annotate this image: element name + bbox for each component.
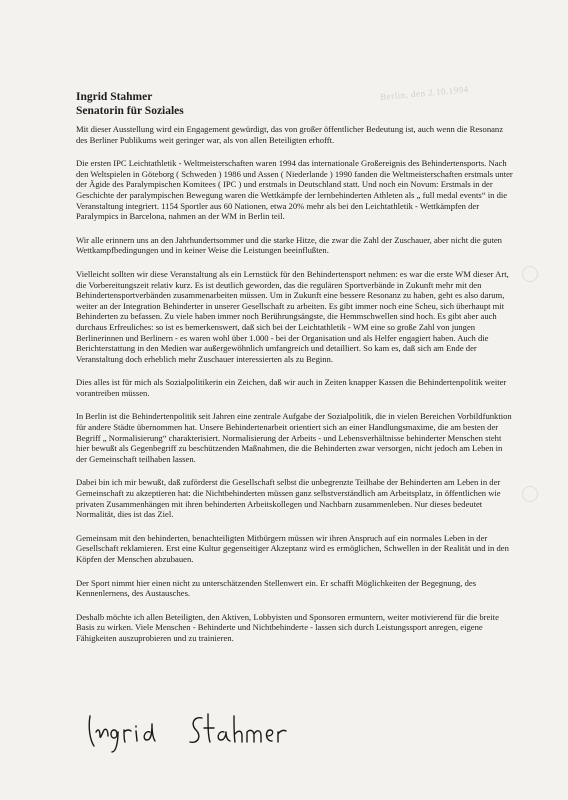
author-name: Ingrid Stahmer <box>76 91 153 103</box>
paragraph: Dabei bin ich mir bewußt, daß zuförderst die Gesellschaft selbst die unbegrenzte Teilhabe der Behinderten am Leben in der Gemeinschaft zu akzeptieren hat: die Nichtbehinderten müssen ganz selbstverständlich am Arbeitsplatz, in öffentlichen wie privaten Zusammenhängen mit ihren behinderten Arbeitskollegen und Nachbarn zusammenleben. Nur dieses bedeutet Normalität, dies ist das Ziel. <box>76 477 501 520</box>
paragraph: Wir alle erinnern uns an den Jahrhundertsommer und die starke Hitze, die zwar die Zahl der Zuschauer, aber nicht die guten Wettkampfbedingungen und in keiner Weise die Leistungen beeinflußten. <box>76 234 502 256</box>
paragraph: In Berlin ist die Behindertenpolitik seit Jahren eine zentrale Aufgabe der Sozialpolitik, die in vielen Bereichen Vorbildfunktion für andere Städte übernommen hat. Unsere Behindertenarbeit orientiert sich an einer Handlungsmaxime, die am besten der Begriff „ Normalisierung“ charakterisiert. Normalisierung der Arbeits - und Lebensverhältnisse behinderter Menschen steht hier bewußt als Gegenbegriff zu beschützenden Maßnahmen, die die Behinderten zwar versorgen, nicht jedoch am Leben in der Gemeinschaft teilhaben lassen. <box>76 411 512 464</box>
author-role: Senatorin für Soziales <box>76 105 184 117</box>
paragraph: Dies alles ist für mich als Sozialpolitikerin ein Zeichen, daß wir auch in Zeiten knapper Kassen die Behindertenpolitik weiter vorantreiben müssen. <box>76 377 507 398</box>
faded-date-stamp: Berlin, den 2.10.1994 <box>379 84 470 102</box>
paragraph: Die ersten IPC Leichtathletik - Weltmeisterschaften waren 1994 das internationale Großereignis des Behindertensports. Nach den Weltspielen in Göteborg ( Schweden ) 1986 und Assen ( Niederlande ) 1990 fanden die Weltmeisterschaften erstmals unter der Ägide des Paralympischen Komitees ( IPC ) und erstmals in Deutschland statt. Und noch ein Novum: Erstmals in der Geschichte der paralympischen Bewegung waren die Wettkämpfe der lernbehinderten Athleten als „ full medal events“ in die Veranstaltung integriert. 1154 Sportler aus 60 Nationen, etwa 20% mehr als bei den Leichtathletik - Wettkämpfen der Paralympics in Barcelona, nahmen an der WM in Berlin teil. <box>76 158 513 222</box>
paragraph: Der Sport nimmt hier einen nicht zu unterschätzenden Stellenwert ein. Er schafft Möglichkeiten der Begegnung, des Kennenlernens, des Austausches. <box>76 577 477 599</box>
paragraph: Vielleicht sollten wir diese Veranstaltung als ein Lernstück für den Behindertensport nehmen: es war die erste WM dieser Art, die Vorbereitungszeit relativ kurz. Es ist deutlich geworden, das die regulären Sportverbände in Zukunft mehr mit den Behindertensportverbänden zusammenarbeiten müssen. Um in Zukunft eine bessere Resonanz zu haben, geht es also darum, weiter an der Integration Behinderter in unserer Gesellschaft zu arbeiten. Es gibt immer noch eine Scheu, sich überhaupt mit Behinderten zu befassen. Zu viele haben immer noch Berührungsängste, die Hemmschwellen sind hoch. Es gibt aber auch durchaus Erfreuliches: so ist es bemerkenswert, daß sich bei der Leichtathletik - WM eine so große Zahl von jungen Berlinerinnen und Berlinern - es waren wohl über 1.000 - bei der Organisation und als Helfer engagiert haben. Auch die Berichterstattung in den Medien war außergewöhnlich umfangreich und detailliert. So kam es, daß sich am Ende der Veranstaltung doch erheblich mehr Zuschauer interessierten als zu Beginn. <box>76 268 509 364</box>
punch-hole-bottom <box>522 486 538 502</box>
paragraph: Mit dieser Ausstellung wird ein Engagement gewürdigt, das von großer öffentlicher Bedeutung ist, auch wenn die Resonanz des Berliner Publikums weit geringer war, als von allen Beteiligten erhofft. <box>76 124 504 145</box>
letter-body <box>76 124 514 657</box>
paragraph: Deshalb möchte ich allen Beteiligten, den Aktiven, Lobbyisten und Sponsoren ermuntern, weiter motivierend für die breite Basis zu wirken. Viele Menschen - Behinderte und Nichtbehinderte - lassen sich durch Leistungssport anregen, eigene Fähigkeiten auszuprobieren und zu trainieren. <box>76 611 499 643</box>
letter-header <box>76 90 184 118</box>
paragraph: Gemeinsam mit den behinderten, benachteiligten Mitbürgern müssen wir ihren Anspruch auf ein normales Leben in der Gesellschaft reklamieren. Erst eine Kultur gegenseitiger Akzeptanz wird es ermöglichen, Schwellen in der Realität und in den Köpfen der Menschen abzubauen. <box>76 532 509 564</box>
punch-hole-top <box>522 266 538 282</box>
handwritten-signature <box>84 706 344 758</box>
